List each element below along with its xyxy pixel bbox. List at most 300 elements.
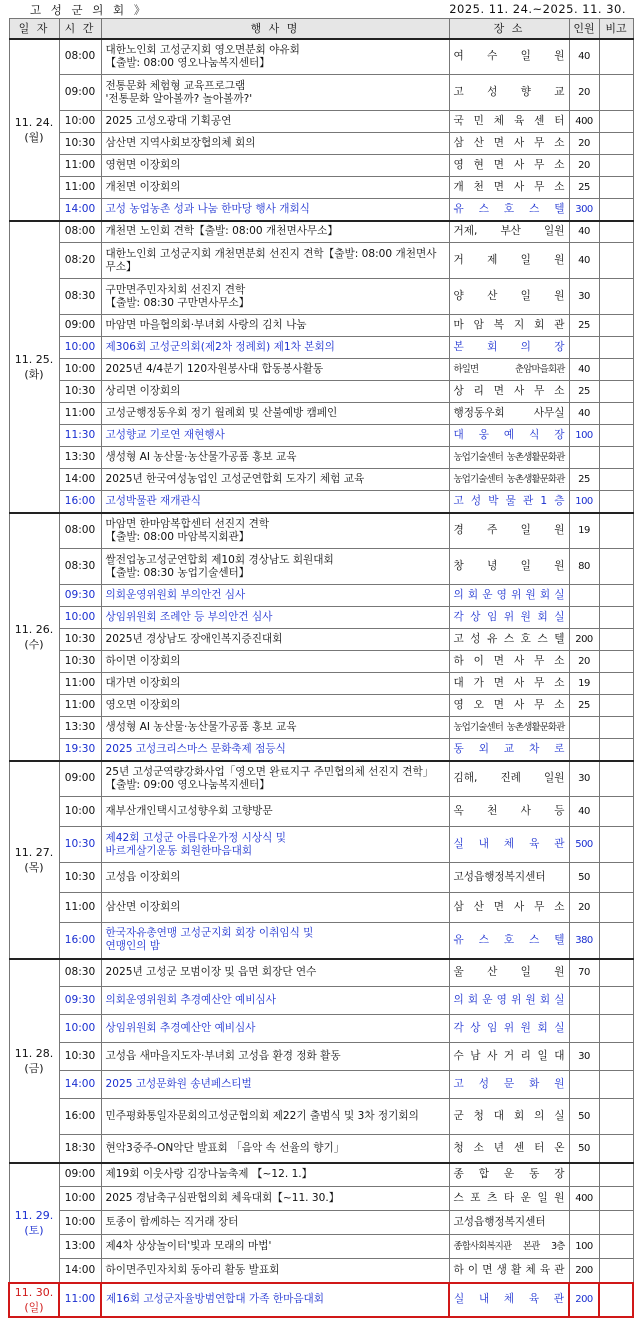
note-cell <box>599 447 633 469</box>
table-row <box>9 221 633 243</box>
table-row <box>9 1015 633 1043</box>
count-cell: 50 <box>569 1135 599 1163</box>
place-cell: 수 남 사 거 리 일 대 <box>449 1043 569 1071</box>
column-header-event: 행 사 명 <box>101 19 449 39</box>
count-cell: 20 <box>569 133 599 155</box>
date-label: 11. 28. <box>14 1046 54 1060</box>
table-row <box>9 549 633 585</box>
event-cell: 상리면 이장회의 <box>101 381 449 403</box>
time-cell: 10:30 <box>59 629 101 651</box>
place-cell: 양 산 일 원 <box>449 279 569 315</box>
time-cell: 10:00 <box>59 607 101 629</box>
event-cell: 의회운영위원회 부의안건 심사 <box>101 585 449 607</box>
count-cell: 40 <box>569 243 599 279</box>
count-cell: 40 <box>569 39 599 75</box>
note-cell <box>599 1135 633 1163</box>
count-cell: 40 <box>569 359 599 381</box>
table-row <box>9 469 633 491</box>
event-cell: 현악3중주-ON악단 발표회 「음악 속 선율의 향기」 <box>101 1135 449 1163</box>
event-cell: 2025년 경상남도 장애인복지증진대회 <box>101 629 449 651</box>
time-cell: 10:00 <box>59 359 101 381</box>
column-header-count: 인원 <box>569 19 599 39</box>
note-cell <box>599 337 633 359</box>
table-row <box>9 893 633 923</box>
column-header-date: 일 자 <box>9 19 59 39</box>
time-cell: 10:00 <box>59 1211 101 1235</box>
table-row <box>9 1259 633 1283</box>
note-cell <box>599 177 633 199</box>
table-row <box>9 959 633 987</box>
event-cell: 고성군행정동우회 정기 월례회 및 산불예방 캠페인 <box>101 403 449 425</box>
time-cell: 09:00 <box>59 761 101 797</box>
note-cell <box>599 39 633 75</box>
time-cell: 08:20 <box>59 243 101 279</box>
place-cell: 고 성 향 교 <box>449 75 569 111</box>
weekday-label: (월) <box>24 130 44 144</box>
place-cell: 김해, 진례 일원 <box>449 761 569 797</box>
time-cell: 19:30 <box>59 739 101 761</box>
note-cell <box>599 491 633 513</box>
table-row <box>9 447 633 469</box>
note-cell <box>599 75 633 111</box>
table-row <box>9 243 633 279</box>
count-cell: 300 <box>569 199 599 221</box>
table-row <box>9 1071 633 1099</box>
place-cell: 행정동우회 사무실 <box>449 403 569 425</box>
place-cell: 영 오 면 사 무 소 <box>449 695 569 717</box>
table-row <box>9 863 633 893</box>
time-cell: 09:00 <box>59 1163 101 1187</box>
event-cell: 한국자유총연맹 고성군지회 회장 이취임식 및 연맹인의 밤 <box>101 923 449 959</box>
event-cell: 고성읍 이장회의 <box>101 863 449 893</box>
count-cell <box>569 739 599 761</box>
place-cell: 영 현 면 사 무 소 <box>449 155 569 177</box>
event-cell: 삼산면 이장회의 <box>101 893 449 923</box>
note-cell <box>599 585 633 607</box>
note-cell <box>599 1187 633 1211</box>
count-cell <box>569 987 599 1015</box>
time-cell: 08:00 <box>59 513 101 549</box>
table-row <box>9 1099 633 1135</box>
count-cell: 40 <box>569 403 599 425</box>
event-cell: 상임위원회 추경예산안 예비심사 <box>101 1015 449 1043</box>
event-cell: 제19회 이웃사랑 김장나눔축제 【~12. 1.】 <box>101 1163 449 1187</box>
place-cell: 유 스 호 스 텔 <box>449 923 569 959</box>
event-cell: 삼산면 지역사회보장협의체 회의 <box>101 133 449 155</box>
time-cell: 08:30 <box>59 279 101 315</box>
place-cell: 개 천 면 사 무 소 <box>449 177 569 199</box>
date-label: 11. 30. <box>14 1285 54 1299</box>
note-cell <box>599 987 633 1015</box>
note-cell <box>599 1163 633 1187</box>
time-cell: 13:30 <box>59 447 101 469</box>
count-cell: 380 <box>569 923 599 959</box>
schedule-period: 2025. 11. 24.~2025. 11. 30. <box>449 2 626 16</box>
date-label: 11. 27. <box>14 845 54 859</box>
time-cell: 08:30 <box>59 549 101 585</box>
table-row <box>9 381 633 403</box>
time-cell: 09:00 <box>59 315 101 337</box>
note-cell <box>599 1259 633 1283</box>
place-cell: 청 소 년 센 터 온 <box>449 1135 569 1163</box>
note-cell <box>599 717 633 739</box>
document-header <box>0 0 640 18</box>
place-cell: 삼 산 면 사 무 소 <box>449 133 569 155</box>
time-cell: 11:00 <box>59 893 101 923</box>
table-row <box>9 1187 633 1211</box>
count-cell: 20 <box>569 75 599 111</box>
place-cell: 여 수 일 원 <box>449 39 569 75</box>
place-cell: 농업기술센터 농촌생활문화관 <box>449 717 569 739</box>
schedule-table <box>8 18 634 1318</box>
time-cell: 08:30 <box>59 959 101 987</box>
date-cell <box>9 1283 59 1317</box>
date-cell <box>9 761 59 959</box>
time-cell: 11:00 <box>59 1283 101 1317</box>
time-cell: 14:00 <box>59 1071 101 1099</box>
date-label: 11. 24. <box>14 115 54 129</box>
time-cell: 08:00 <box>59 39 101 75</box>
place-cell: 종 합 운 동 장 <box>449 1163 569 1187</box>
count-cell: 20 <box>569 893 599 923</box>
time-cell: 10:00 <box>59 111 101 133</box>
note-cell <box>599 695 633 717</box>
time-cell: 10:30 <box>59 827 101 863</box>
event-cell: 상임위원회 조례안 등 부의안건 심사 <box>101 607 449 629</box>
time-cell: 11:30 <box>59 425 101 447</box>
table-row <box>9 651 633 673</box>
table-row <box>9 315 633 337</box>
note-cell <box>599 863 633 893</box>
count-cell: 80 <box>569 549 599 585</box>
time-cell: 13:00 <box>59 1235 101 1259</box>
event-cell: 제306회 고성군의회(제2차 정례회) 제1차 본회의 <box>101 337 449 359</box>
event-cell: 하이면주민자치회 동아리 활동 발표회 <box>101 1259 449 1283</box>
note-cell <box>599 403 633 425</box>
note-cell <box>599 199 633 221</box>
place-cell: 실 내 체 육 관 <box>449 827 569 863</box>
table-row <box>9 491 633 513</box>
place-cell: 마 암 복 지 회 관 <box>449 315 569 337</box>
time-cell: 11:00 <box>59 695 101 717</box>
count-cell: 50 <box>569 863 599 893</box>
event-cell: 2025 경남축구심판협의회 체육대회【~11. 30.】 <box>101 1187 449 1211</box>
event-cell: 하이면 이장회의 <box>101 651 449 673</box>
place-cell: 실 내 체 육 관 <box>449 1283 569 1317</box>
note-cell <box>599 1283 633 1317</box>
note-cell <box>599 959 633 987</box>
time-cell: 13:30 <box>59 717 101 739</box>
event-cell: 개천면 이장회의 <box>101 177 449 199</box>
event-cell: 의회운영위원회 추경예산안 예비심사 <box>101 987 449 1015</box>
table-row <box>9 717 633 739</box>
event-cell: 2025년 4/4분기 120자원봉사대 합동봉사활동 <box>101 359 449 381</box>
date-cell <box>9 221 59 513</box>
note-cell <box>599 827 633 863</box>
note-cell <box>599 923 633 959</box>
note-cell <box>599 513 633 549</box>
note-cell <box>599 629 633 651</box>
place-cell: 창 녕 일 원 <box>449 549 569 585</box>
time-cell: 18:30 <box>59 1135 101 1163</box>
column-header-note: 비고 <box>599 19 633 39</box>
note-cell <box>599 155 633 177</box>
count-cell: 25 <box>569 469 599 491</box>
time-cell: 10:30 <box>59 863 101 893</box>
event-cell: 고성박물관 재개관식 <box>101 491 449 513</box>
event-cell: 재부산개인택시고성향우회 고향방문 <box>101 797 449 827</box>
count-cell <box>569 607 599 629</box>
table-row <box>9 923 633 959</box>
event-cell: 2025 고성크리스마스 문화축제 점등식 <box>101 739 449 761</box>
table-row <box>9 279 633 315</box>
event-cell: 토종이 함께하는 직거래 장터 <box>101 1211 449 1235</box>
table-row <box>9 1163 633 1187</box>
table-row <box>9 585 633 607</box>
count-cell: 19 <box>569 673 599 695</box>
count-cell: 20 <box>569 155 599 177</box>
count-cell: 70 <box>569 959 599 987</box>
place-cell: 유 스 호 스 텔 <box>449 199 569 221</box>
event-cell: 25년 고성군역량강화사업「영오면 완료지구 주민협의체 선진지 견학」 【출발: 09:00 영오나눔복지센터】 <box>101 761 449 797</box>
date-cell <box>9 39 59 221</box>
place-cell: 각 상 임 위 원 회 실 <box>449 607 569 629</box>
place-cell: 거제, 부산 일원 <box>449 221 569 243</box>
note-cell <box>599 1015 633 1043</box>
table-row <box>9 199 633 221</box>
place-cell: 고 성 박 물 관 1 층 <box>449 491 569 513</box>
time-cell: 16:00 <box>59 1099 101 1135</box>
note-cell <box>599 1211 633 1235</box>
time-cell: 09:00 <box>59 75 101 111</box>
note-cell <box>599 607 633 629</box>
count-cell <box>569 447 599 469</box>
note-cell <box>599 549 633 585</box>
time-cell: 09:30 <box>59 585 101 607</box>
count-cell: 20 <box>569 651 599 673</box>
table-row <box>9 673 633 695</box>
count-cell: 40 <box>569 797 599 827</box>
place-cell: 고 성 문 화 원 <box>449 1071 569 1099</box>
time-cell: 16:00 <box>59 923 101 959</box>
count-cell: 500 <box>569 827 599 863</box>
time-cell: 14:00 <box>59 469 101 491</box>
note-cell <box>599 221 633 243</box>
table-row <box>9 607 633 629</box>
note-cell <box>599 111 633 133</box>
time-cell: 09:30 <box>59 987 101 1015</box>
place-cell: 각 상 임 위 원 회 실 <box>449 1015 569 1043</box>
count-cell: 200 <box>569 1259 599 1283</box>
count-cell: 30 <box>569 1043 599 1071</box>
note-cell <box>599 739 633 761</box>
count-cell <box>569 337 599 359</box>
note-cell <box>599 1235 633 1259</box>
count-cell: 25 <box>569 315 599 337</box>
weekday-label: (화) <box>24 367 44 381</box>
date-label: 11. 26. <box>14 622 54 636</box>
note-cell <box>599 1043 633 1071</box>
event-cell: 대한노인회 고성군지회 개천면분회 선진지 견학【출발: 08:00 개천면사무소】 <box>101 243 449 279</box>
event-cell: 구만면주민자치회 선진지 견학 【출발: 08:30 구만면사무소】 <box>101 279 449 315</box>
event-cell: 제42회 고성군 아름다운가정 시상식 및 바르게살기운동 회원한마음대회 <box>101 827 449 863</box>
event-cell: 생성형 AI 농산물·농산물가공품 홍보 교육 <box>101 717 449 739</box>
table-row <box>9 1211 633 1235</box>
time-cell: 10:30 <box>59 651 101 673</box>
weekday-label: (수) <box>24 637 44 651</box>
count-cell: 30 <box>569 279 599 315</box>
header-row <box>9 19 633 39</box>
count-cell: 19 <box>569 513 599 549</box>
place-cell: 하일면 춘암마을회관 <box>449 359 569 381</box>
table-row <box>9 987 633 1015</box>
table-row <box>9 1043 633 1071</box>
time-cell: 11:00 <box>59 177 101 199</box>
table-row <box>9 155 633 177</box>
note-cell <box>599 243 633 279</box>
count-cell: 200 <box>569 629 599 651</box>
note-cell <box>599 469 633 491</box>
time-cell: 10:30 <box>59 381 101 403</box>
event-cell: 고성 농업농촌 성과 나눔 한마당 행사 개회식 <box>101 199 449 221</box>
place-cell: 고성읍행정복지센터 <box>449 863 569 893</box>
place-cell: 삼 산 면 사 무 소 <box>449 893 569 923</box>
note-cell <box>599 1099 633 1135</box>
table-row <box>9 761 633 797</box>
count-cell: 50 <box>569 1099 599 1135</box>
place-cell: 스 포 츠 타 운 일 원 <box>449 1187 569 1211</box>
event-cell: 제16회 고성군자율방범연합대 가족 한마음대회 <box>101 1283 449 1317</box>
date-label: 11. 29. <box>14 1208 54 1222</box>
place-cell: 울 산 일 원 <box>449 959 569 987</box>
organization-title: 고 성 군 의 회 》 <box>30 3 149 17</box>
column-header-place: 장 소 <box>449 19 569 39</box>
count-cell: 400 <box>569 111 599 133</box>
event-cell: 생성형 AI 농산물·농산물가공품 홍보 교육 <box>101 447 449 469</box>
time-cell: 10:00 <box>59 1187 101 1211</box>
date-cell <box>9 1163 59 1283</box>
weekday-label: (토) <box>24 1223 44 1237</box>
time-cell: 16:00 <box>59 491 101 513</box>
table-row <box>9 359 633 381</box>
table-row <box>9 337 633 359</box>
event-cell: 대가면 이장회의 <box>101 673 449 695</box>
note-cell <box>599 315 633 337</box>
table-row <box>9 39 633 75</box>
count-cell: 400 <box>569 1187 599 1211</box>
count-cell <box>569 1163 599 1187</box>
place-cell: 의 회 운 영 위 원 회 실 <box>449 987 569 1015</box>
place-cell: 하 이 면 생 활 체 육 관 <box>449 1259 569 1283</box>
time-cell: 08:00 <box>59 221 101 243</box>
time-cell: 10:30 <box>59 133 101 155</box>
event-cell: 마암면 마을협의회·부녀회 사랑의 김치 나눔 <box>101 315 449 337</box>
place-cell: 옥 천 사 등 <box>449 797 569 827</box>
place-cell: 농업기술센터 농촌생활문화관 <box>449 469 569 491</box>
note-cell <box>599 1071 633 1099</box>
time-cell: 14:00 <box>59 1259 101 1283</box>
note-cell <box>599 359 633 381</box>
count-cell: 200 <box>569 1283 599 1317</box>
note-cell <box>599 651 633 673</box>
place-cell: 대 가 면 사 무 소 <box>449 673 569 695</box>
table-row <box>9 827 633 863</box>
table-row <box>9 797 633 827</box>
count-cell: 100 <box>569 1235 599 1259</box>
date-label: 11. 25. <box>14 352 54 366</box>
column-header-time: 시 간 <box>59 19 101 39</box>
table-row <box>9 695 633 717</box>
table-row <box>9 133 633 155</box>
count-cell <box>569 1015 599 1043</box>
weekday-label: (금) <box>24 1061 44 1075</box>
event-cell: 민주평화통일자문회의고성군협의회 제22기 출범식 및 3차 정기회의 <box>101 1099 449 1135</box>
place-cell: 본 회 의 장 <box>449 337 569 359</box>
table-row <box>9 1135 633 1163</box>
place-cell: 상 리 면 사 무 소 <box>449 381 569 403</box>
time-cell: 11:00 <box>59 155 101 177</box>
event-cell: 대한노인회 고성군지회 영오면분회 야유회 【출발: 08:00 영오나눔복지센터】 <box>101 39 449 75</box>
table-row <box>9 111 633 133</box>
note-cell <box>599 279 633 315</box>
note-cell <box>599 673 633 695</box>
event-cell: 2025 고성문화원 송년페스티벌 <box>101 1071 449 1099</box>
count-cell: 30 <box>569 761 599 797</box>
time-cell: 14:00 <box>59 199 101 221</box>
count-cell <box>569 1211 599 1235</box>
time-cell: 10:00 <box>59 337 101 359</box>
place-cell: 거 제 일 원 <box>449 243 569 279</box>
count-cell: 25 <box>569 177 599 199</box>
note-cell <box>599 893 633 923</box>
table-row <box>9 629 633 651</box>
count-cell <box>569 717 599 739</box>
note-cell <box>599 761 633 797</box>
event-cell: 영오면 이장회의 <box>101 695 449 717</box>
time-cell: 11:00 <box>59 673 101 695</box>
date-cell <box>9 959 59 1163</box>
place-cell: 농업기술센터 농촌생활문화관 <box>449 447 569 469</box>
place-cell: 국 민 체 육 센 터 <box>449 111 569 133</box>
note-cell <box>599 381 633 403</box>
place-cell: 대 웅 예 식 장 <box>449 425 569 447</box>
note-cell <box>599 797 633 827</box>
event-cell: 영현면 이장회의 <box>101 155 449 177</box>
weekday-label: (일) <box>24 1300 44 1314</box>
event-cell: 쌀전업농고성군연합회 제10회 경상남도 회원대회 【출발: 08:30 농업기술센터】 <box>101 549 449 585</box>
date-cell <box>9 513 59 761</box>
time-cell: 11:00 <box>59 403 101 425</box>
event-cell: 2025 고성오광대 기획공연 <box>101 111 449 133</box>
time-cell: 10:00 <box>59 797 101 827</box>
count-cell: 25 <box>569 381 599 403</box>
place-cell: 경 주 일 원 <box>449 513 569 549</box>
time-cell: 10:30 <box>59 1043 101 1071</box>
table-row <box>9 75 633 111</box>
count-cell: 100 <box>569 491 599 513</box>
count-cell: 40 <box>569 221 599 243</box>
time-cell: 10:00 <box>59 1015 101 1043</box>
table-row <box>9 403 633 425</box>
count-cell <box>569 585 599 607</box>
event-cell: 고성읍 새마을지도자·부녀회 고성읍 환경 정화 활동 <box>101 1043 449 1071</box>
count-cell: 100 <box>569 425 599 447</box>
table-row <box>9 177 633 199</box>
table-row <box>9 1283 633 1317</box>
event-cell: 2025년 고성군 모범이장 및 읍면 회장단 연수 <box>101 959 449 987</box>
count-cell: 25 <box>569 695 599 717</box>
place-cell: 고 성 유 스 호 스 텔 <box>449 629 569 651</box>
